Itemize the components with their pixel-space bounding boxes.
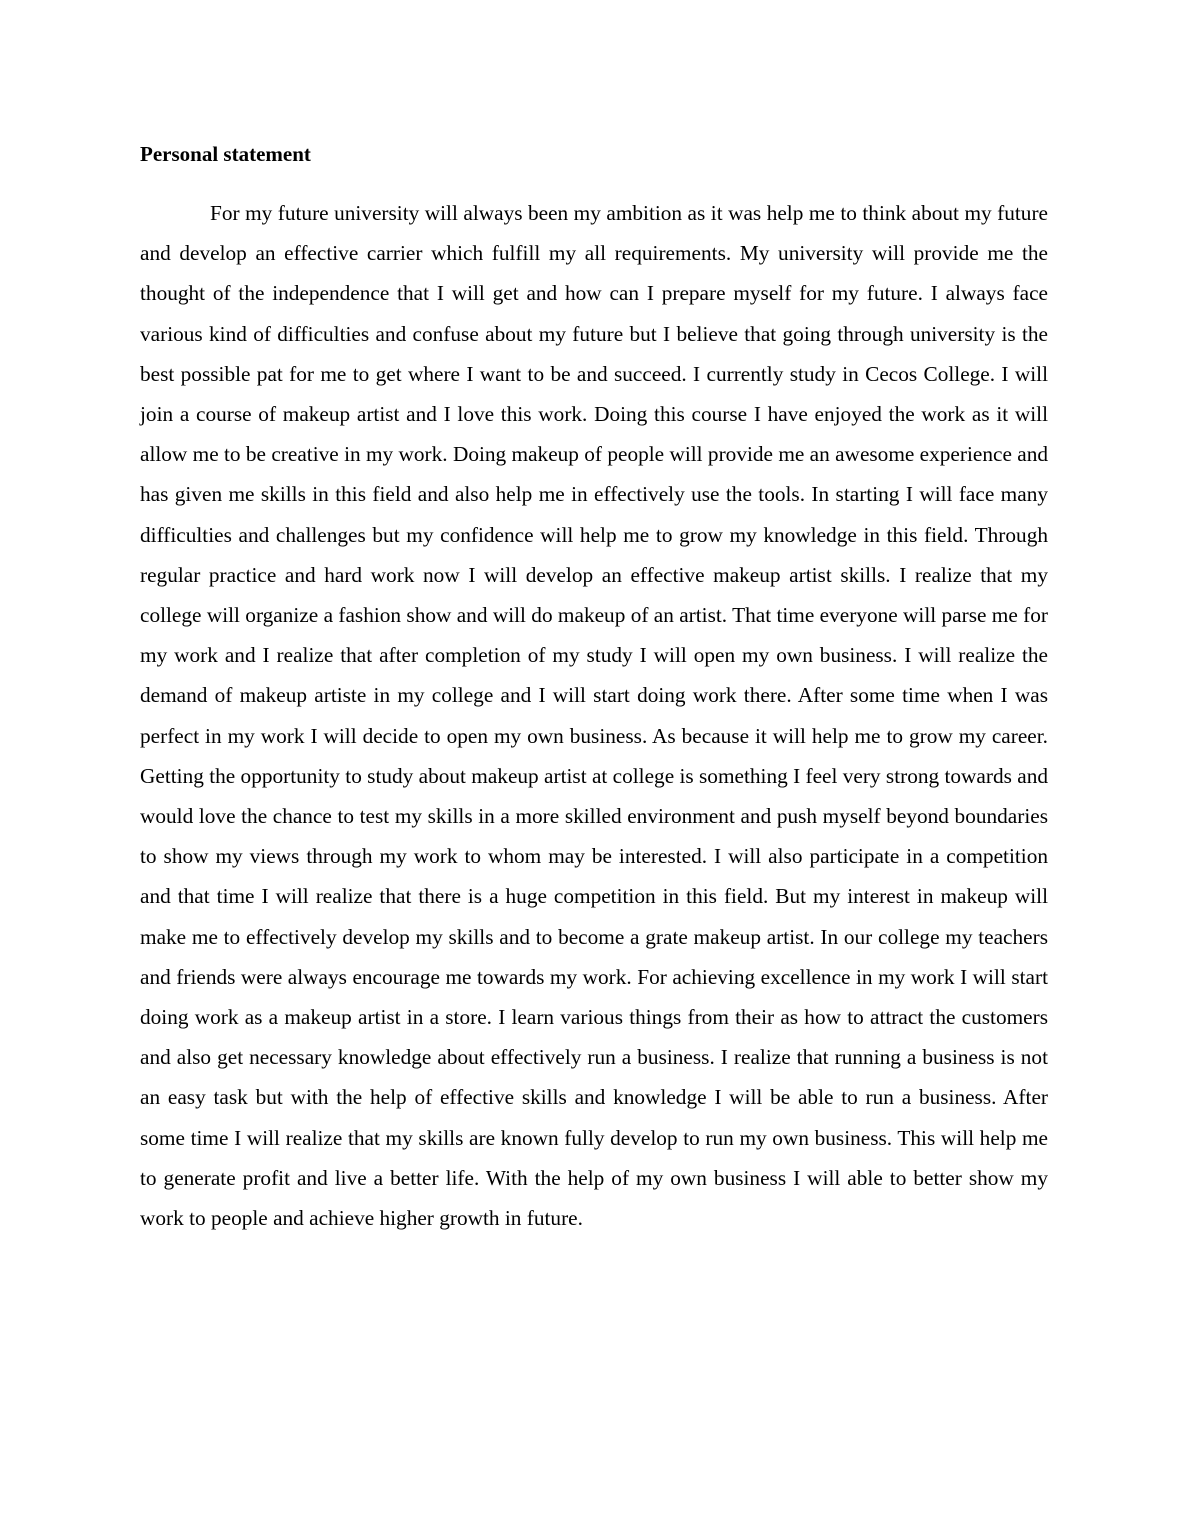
document-title: Personal statement bbox=[140, 142, 311, 166]
body-paragraph: For my future university will always been my ambition as it was help me to think about my future and develop an effective carrier which fulfill my all requirements. My university will provide me the thought of the independence that I will get and how can I prepare myself for my future. I always face various kind of difficulties and confuse about my future but I believe that going through university is the best possible pat for me to get where I want to be and succeed. I currently study in Cecos College. I will join a course of makeup artist and I love this work. Doing this course I have enjoyed the work as it will allow me to be creative in my work. Doing makeup of people will provide me an awesome experience and has given me skills in this field and also help me in effectively use the tools. In starting I will face many difficulties and challenges but my confidence will help me to grow my knowledge in this field. Through regular practice and hard work now I will develop an effective makeup artist skills. I realize that my college will organize a fashion show and will do makeup of an artist. That time everyone will parse me for my work and I realize that after completion of my study I will open my own business. I will realize the demand of makeup artiste in my college and I will start doing work there. After some time when I was perfect in my work I will decide to open my own business. As because it will help me to grow my career. Getting the opportunity to study about makeup artist at college is something I feel very strong towards and would love the chance to test my skills in a more skilled environment and push myself beyond boundaries to show my views through my work to whom may be interested. I will also participate in a competition and that time I will realize that there is a huge competition in this field. But my interest in makeup will make me to effectively develop my skills and to become a grate makeup artist. In our college my teachers and friends were always encourage me towards my work. For achieving excellence in my work I will start doing work as a makeup artist in a store. I learn various things from their as how to attract the customers and also get necessary knowledge about effectively run a business. I realize that running a business is not an easy task but with the help of effective skills and knowledge I will be able to run a business. After some time I will realize that my skills are known fully develop to run my own business. This will help me to generate profit and live a better life. With the help of my own business I will able to better show my work to people and achieve higher growth in future. bbox=[140, 201, 1048, 1231]
